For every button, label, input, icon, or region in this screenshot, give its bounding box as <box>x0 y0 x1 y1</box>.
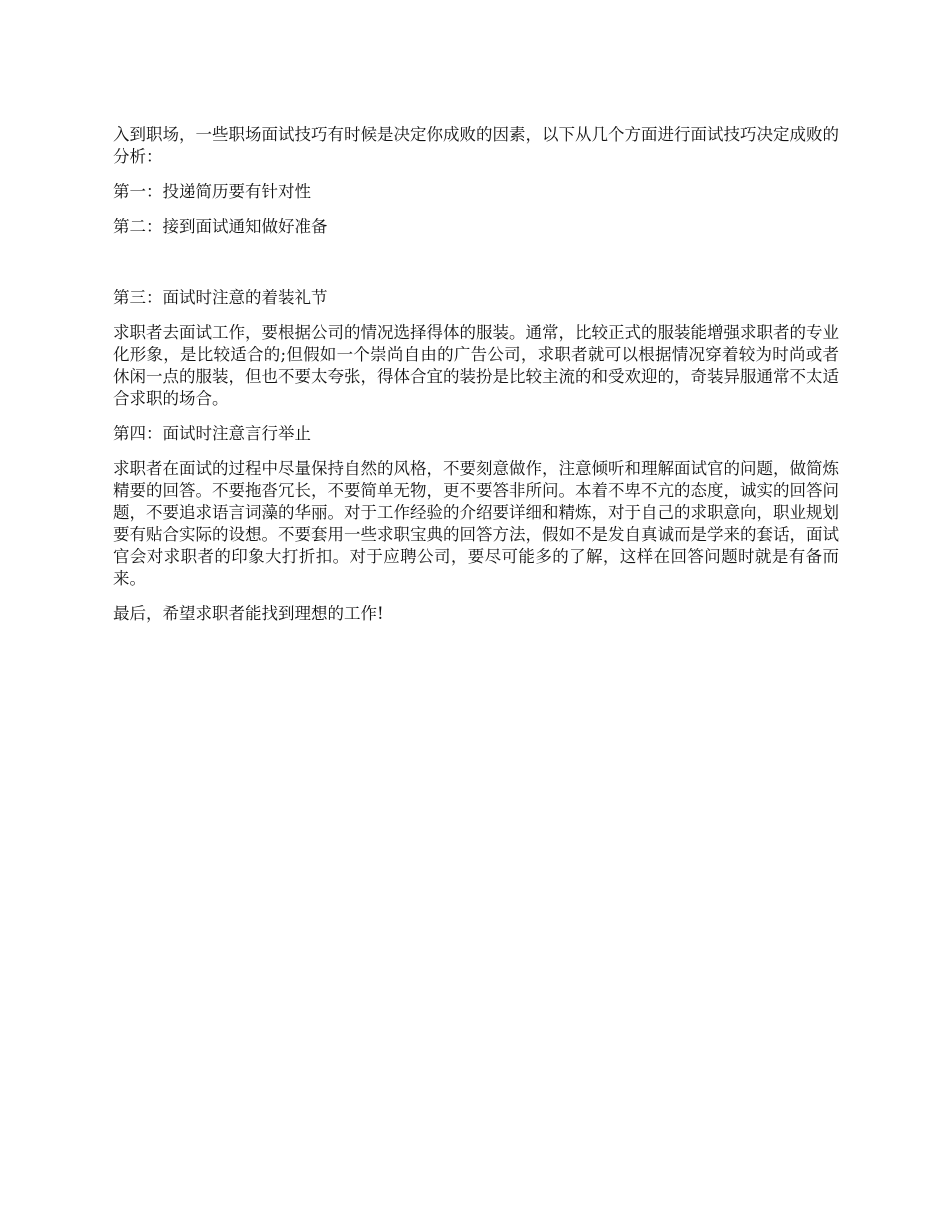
point-4-heading: 第四：面试时注意言行举止 <box>113 424 311 443</box>
point-2-heading: 第二：接到面试通知做好准备 <box>113 217 328 236</box>
closing-paragraph: 最后，希望求职者能找到理想的工作! <box>113 604 384 623</box>
document-body <box>113 124 839 638</box>
point-1-heading: 第一：投递简历要有针对性 <box>113 182 311 201</box>
point-3-heading: 第三：面试时注意的着装礼节 <box>113 288 328 307</box>
intro-paragraph: 入到职场，一些职场面试技巧有时候是决定你成败的因素，以下从几个方面进行面试技巧决定成败的分析： <box>113 125 839 166</box>
point-4-paragraph: 求职者在面试的过程中尽量保持自然的风格，不要刻意做作，注意倾听和理解面试官的问题，做简炼精要的回答。不要拖沓冗长，不要简单无物，更不要答非所问。本着不卑不亢的态度，诚实的回答问题，不要追求语言词藻的华丽。对于工作经验的介绍要详细和精炼，对于自己的求职意向，职业规划要有贴合实际的设想。不要套用一些求职宝典的回答方法，假如不是发自真诚而是学来的套话，面试官会对求职者的印象大打折扣。对于应聘公司，要尽可能多的了解，这样在回答问题时就是有备而来。 <box>113 459 839 588</box>
point-3-paragraph: 求职者去面试工作，要根据公司的情况选择得体的服装。通常，比较正式的服装能增强求职者的专业化形象，是比较适合的;但假如一个崇尚自由的广告公司，求职者就可以根据情况穿着较为时尚或者休闲一点的服装，但也不要太夸张，得体合宜的装扮是比较主流的和受欢迎的，奇装异服通常不太适合求职的场合。 <box>113 323 839 408</box>
blank-gap <box>113 251 839 287</box>
